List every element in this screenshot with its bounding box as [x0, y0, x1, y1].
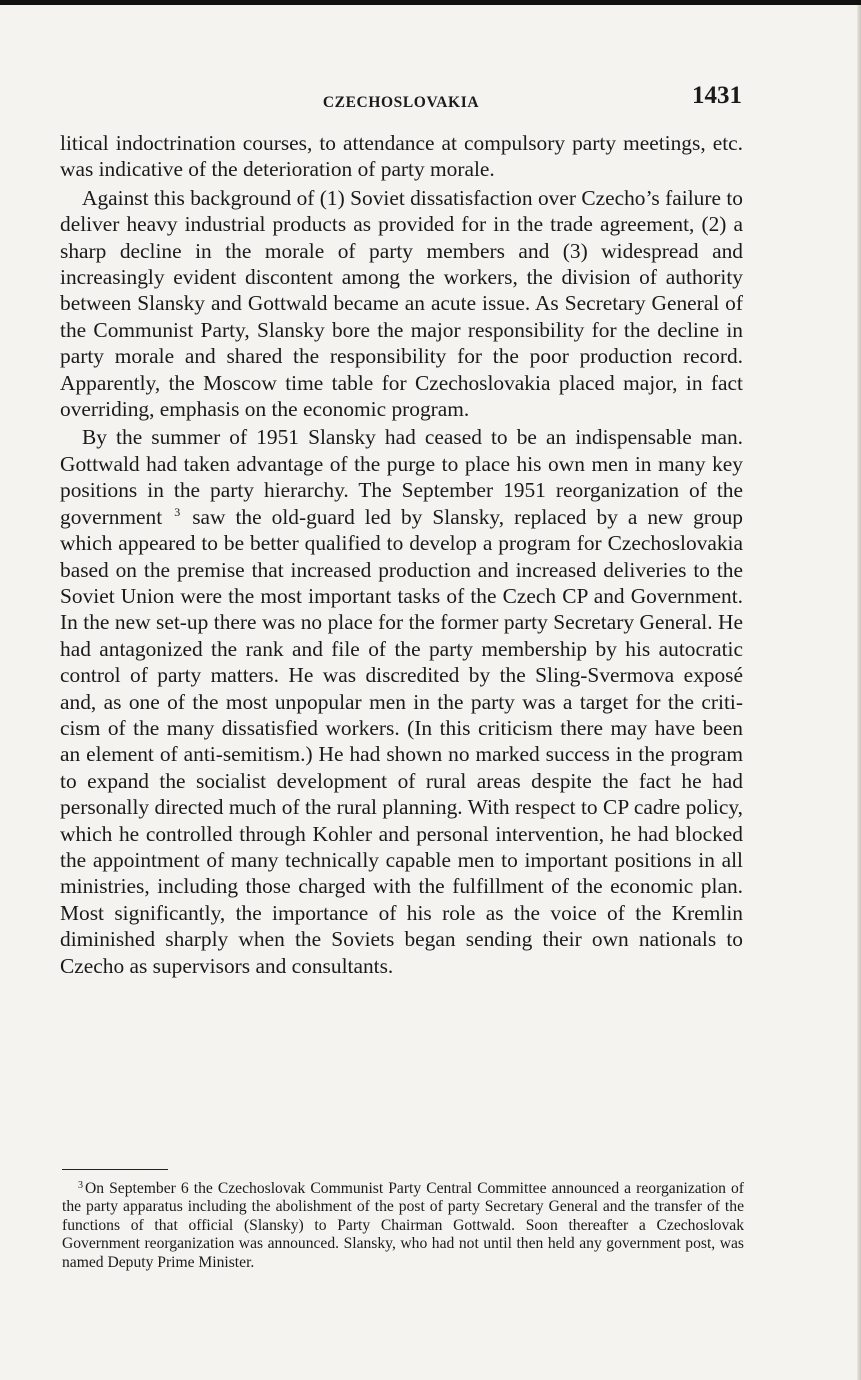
paragraph-2: Against this background of (1) Soviet dissatisfaction over Czecho’s failure to deliver heavy industrial products as provided for in the trade agreement, (2) a sharp decline in the morale of party members and (3) widespread and increasingly evident discontent among the workers, the division of authority between Slansky and Gottwald became an acute issue. As Secretary General of the Communist Party, Slansky bore the major responsibility for the decline in party morale and shared the responsibility for the poor production record. Apparently, the Moscow time table for Czechoslovakia placed major, in fact overriding, emphasis on the economic program.: [60, 185, 743, 422]
footnote: [62, 1180, 744, 1272]
body-text: [60, 130, 743, 979]
page-header: [60, 82, 742, 122]
footnote-text: On September 6 the Czechoslovak Communist Party Central Committee announced a reorganization of the party apparatus including the abolishment of the post of party Secretary General and the transfer of the functions of that official (Slansky) to Party Chairman Gottwald. Soon thereafter a Czechoslovak Government reorganization was announced. Slansky, who had not until then held any government post, was named Deputy Prime Minister.: [62, 1180, 744, 1271]
running-head: CZECHOSLOVAKIA: [322, 94, 480, 111]
page-number: 1431: [692, 82, 742, 109]
paragraph-1: litical indoctrination courses, to attendance at compulsory party meetings, etc. was indicative of the deterioration of party morale.: [60, 131, 743, 182]
footnote-reference: 3: [174, 504, 181, 519]
paragraph-3-rest: saw the old-guard led by Slansky, replaced by a new group which appeared to be better qualified to develop a program for Czechoslovakia based on the premise that increased production and increased deliveries to the Soviet Union were the most important tasks of the Czech CP and Government. In the new set-up there was no place for the former party Secretary General. He had antagonized the rank and file of the party membership by his autocratic control of party matters. He was discredited by the Sling-Svermova exposé and, as one of the most unpopular men in the party was a target for the criticism of the many dissatisfied workers. (In this criticism there may have been an element of anti-semitism.) He had shown no marked success in the program to expand the socialist development of rural areas despite the fact he had personally directed much of the rural planning. With respect to CP cadre policy, which he controlled through Kohler and personal intervention, he had blocked the appointment of many technically capable men to important positions in all ministries, including those charged with the fulfillment of the economic plan. Most significantly, the importance of his role as the voice of the Kremlin diminished sharply when the Soviets began sending their own nationals to Czecho as supervisors and consultants.: [60, 504, 743, 978]
footnote-divider: [62, 1169, 168, 1170]
paragraph-3-start: By the summer of 1951 Slansky had ceased to be an indispensable man. Gottwald had taken advantage of the purge to place his own men in many key positions in the party hierarchy. The September 1951 reorganization of the government: [60, 425, 743, 529]
page-binding-edge: [857, 5, 861, 1380]
footnote-marker: 3: [78, 1180, 83, 1191]
page-top-edge: [0, 0, 861, 5]
paragraph-3: [60, 424, 743, 979]
